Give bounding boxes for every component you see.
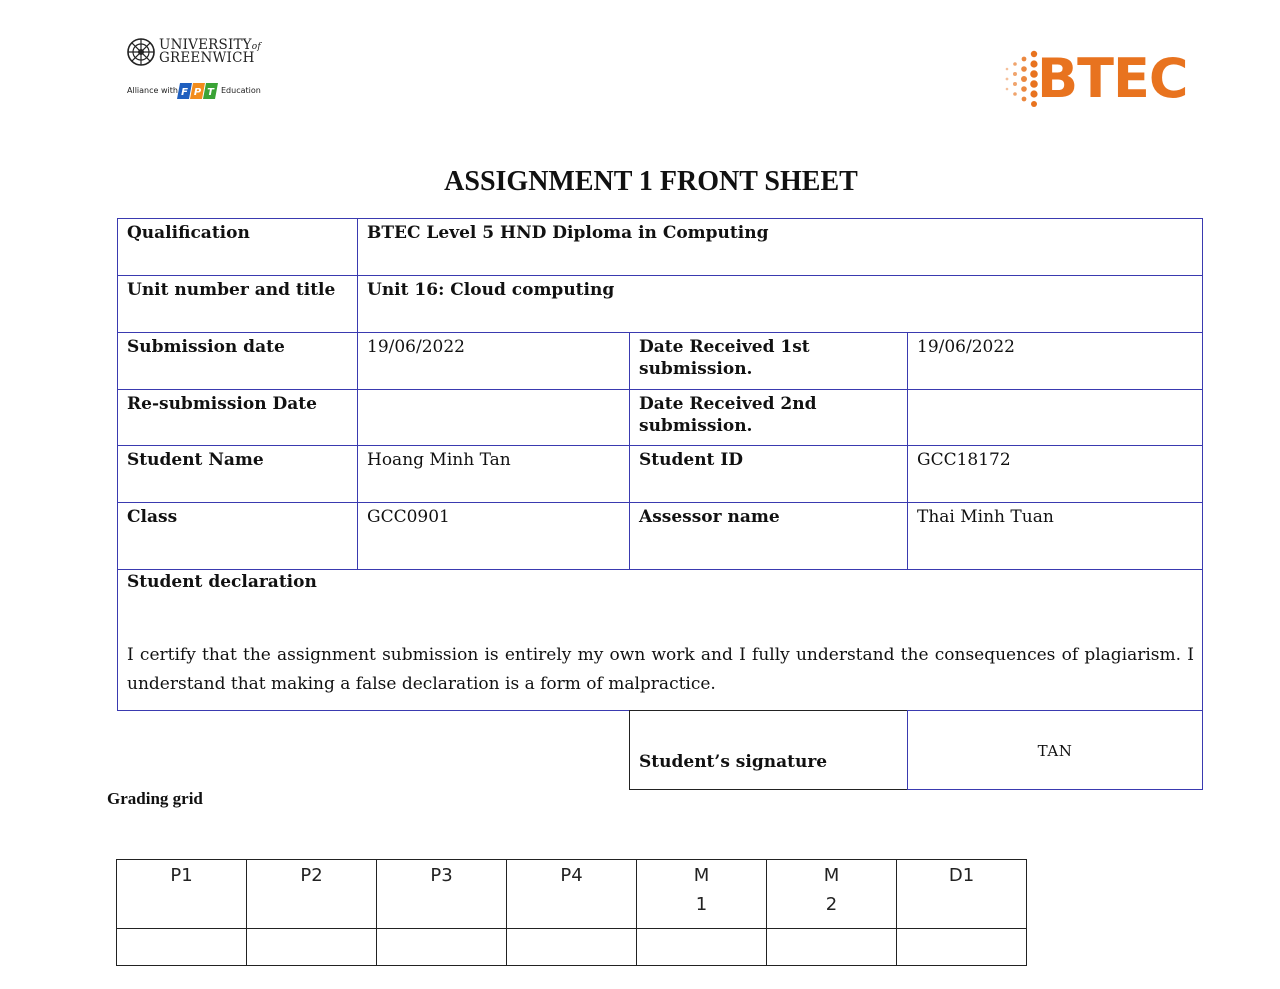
grade-cell-p1 bbox=[117, 929, 247, 966]
unit-value: Unit 16: Cloud computing bbox=[357, 275, 1203, 333]
assessor-name-label: Assessor name bbox=[629, 502, 908, 570]
fpt-logo-icon bbox=[176, 81, 220, 101]
signature-label: Student’s signature bbox=[639, 752, 828, 772]
student-id-value: GCC18172 bbox=[907, 445, 1203, 503]
date-received-2nd-label: Date Received 2nd submission. bbox=[629, 389, 908, 446]
declaration-text: I certify that the assignment submission is entirely my own work and I fully understand the consequences of plagiarism. I understand that making a false declaration is a form of malpractice. bbox=[127, 645, 1194, 694]
qualification-label: Qualification bbox=[117, 218, 358, 276]
btec-dots-icon bbox=[1000, 46, 1040, 112]
student-name-value: Hoang Minh Tan bbox=[357, 445, 630, 503]
fpt-letter-t: T bbox=[207, 87, 214, 98]
submission-date-label: Submission date bbox=[117, 332, 358, 390]
fpt-letter-f: F bbox=[181, 87, 188, 98]
criterion-d1: D1 bbox=[897, 860, 1027, 929]
btec-logo bbox=[1000, 46, 1200, 112]
university-seal-icon bbox=[126, 37, 156, 67]
grade-cell-m2 bbox=[767, 929, 897, 966]
signature-value-cell bbox=[907, 710, 1203, 790]
university-name-line2: GREENWICH bbox=[159, 50, 255, 66]
signature-value: TAN bbox=[1037, 742, 1073, 760]
assessor-name-value: Thai Minh Tuan bbox=[907, 502, 1203, 570]
grade-cell-d1 bbox=[897, 929, 1027, 966]
submission-date-value: 19/06/2022 bbox=[357, 332, 630, 390]
resubmission-date-label: Re-submission Date bbox=[117, 389, 358, 446]
date-received-1st-label: Date Received 1st submission. bbox=[629, 332, 908, 390]
university-name-line1: UNIVERSITYof bbox=[159, 37, 261, 53]
criterion-p1: P1 bbox=[117, 860, 247, 929]
class-value: GCC0901 bbox=[357, 502, 630, 570]
resubmission-date-value bbox=[357, 389, 630, 446]
fpt-letter-p: P bbox=[193, 87, 202, 98]
university-of-greenwich-logo bbox=[126, 36, 266, 100]
criterion-m1: M 1 bbox=[637, 860, 767, 929]
alliance-prefix: Alliance with bbox=[127, 86, 178, 95]
date-received-1st-value: 19/06/2022 bbox=[907, 332, 1203, 390]
alliance-suffix: Education bbox=[221, 86, 261, 95]
class-label: Class bbox=[117, 502, 358, 570]
criterion-p4: P4 bbox=[507, 860, 637, 929]
grade-cell-p4 bbox=[507, 929, 637, 966]
declaration-heading: Student declaration bbox=[127, 572, 317, 592]
grade-cell-p3 bbox=[377, 929, 507, 966]
criterion-p2: P2 bbox=[247, 860, 377, 929]
student-id-label: Student ID bbox=[629, 445, 908, 503]
date-received-2nd-value bbox=[907, 389, 1203, 446]
grading-grid bbox=[116, 859, 1027, 966]
criterion-m2: M 2 bbox=[767, 860, 897, 929]
grade-cell-p2 bbox=[247, 929, 377, 966]
student-name-label: Student Name bbox=[117, 445, 358, 503]
qualification-value: BTEC Level 5 HND Diploma in Computing bbox=[357, 218, 1203, 276]
signature-label-cell bbox=[629, 710, 908, 790]
page-title: ASSIGNMENT 1 FRONT SHEET bbox=[444, 166, 858, 197]
criterion-p3: P3 bbox=[377, 860, 507, 929]
unit-label: Unit number and title bbox=[117, 275, 358, 333]
grading-grid-label: Grading grid bbox=[107, 789, 203, 808]
btec-wordmark: BTEC bbox=[1037, 47, 1188, 110]
student-declaration bbox=[117, 569, 1203, 711]
grade-cell-m1 bbox=[637, 929, 767, 966]
